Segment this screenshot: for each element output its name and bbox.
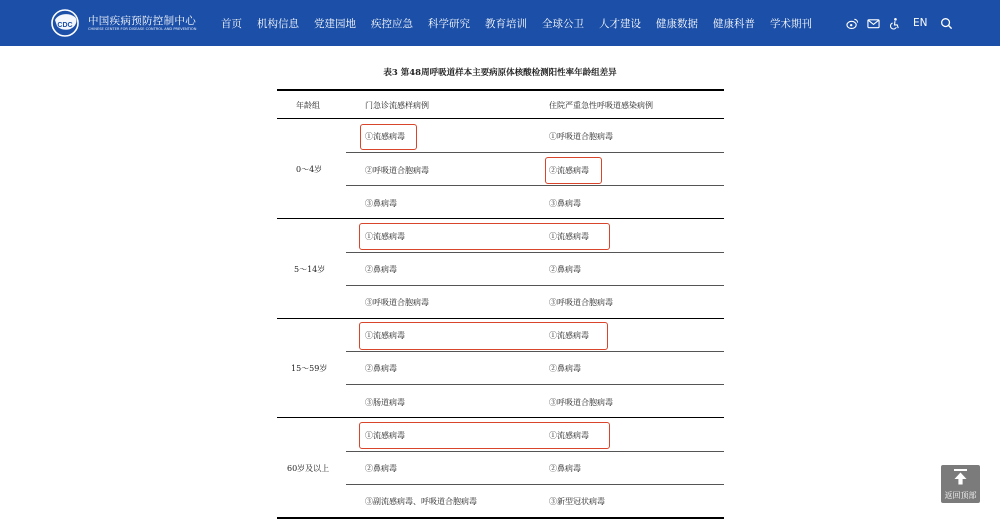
outpatient-cell: ②鼻病毒 [365, 364, 397, 373]
header-inpatient: 住院严重急性呼吸道感染病例 [549, 101, 653, 110]
inpatient-cell: ②流感病毒 [549, 166, 589, 175]
cdc-logo-icon [48, 8, 84, 38]
row-divider [346, 451, 724, 452]
nav-scientific-research[interactable]: 科学研究 [428, 17, 470, 30]
main-nav-menu [221, 0, 812, 46]
inpatient-cell: ②鼻病毒 [549, 364, 581, 373]
nav-tools [846, 0, 953, 46]
highlight-box [359, 322, 608, 350]
age-group-label: 5～14岁 [294, 265, 326, 274]
nav-global-health[interactable]: 全球公卫 [542, 17, 584, 30]
nav-emergency-response[interactable]: 疾控应急 [371, 17, 413, 30]
table-top-rule [277, 89, 724, 91]
header-rule [277, 118, 724, 119]
inpatient-cell: ③新型冠状病毒 [549, 497, 605, 506]
age-group-label: 0～4岁 [296, 165, 323, 174]
highlight-box [545, 157, 602, 184]
inpatient-cell: ③呼吸道合胞病毒 [549, 398, 613, 407]
outpatient-cell: ①流感病毒 [365, 331, 405, 340]
nav-health-data[interactable]: 健康数据 [656, 17, 698, 30]
mail-icon[interactable] [867, 17, 880, 30]
outpatient-cell: ③鼻病毒 [365, 199, 397, 208]
row-divider [346, 252, 724, 253]
row-divider [346, 285, 724, 286]
nav-institution-info[interactable]: 机构信息 [257, 17, 299, 30]
header-age-group: 年龄组 [296, 101, 320, 110]
inpatient-cell: ③鼻病毒 [549, 199, 581, 208]
outpatient-cell: ②鼻病毒 [365, 464, 397, 473]
row-divider [346, 351, 724, 352]
search-icon[interactable] [940, 17, 953, 30]
nav-home[interactable]: 首页 [221, 17, 242, 30]
inpatient-cell: ①流感病毒 [549, 232, 589, 241]
row-divider [346, 152, 724, 153]
header-outpatient: 门急诊流感样病例 [365, 101, 429, 110]
arrow-up-to-bar-icon [953, 469, 968, 485]
outpatient-cell: ①流感病毒 [365, 132, 405, 141]
outpatient-cell: ③副流感病毒、呼吸道合胞病毒 [365, 497, 477, 506]
language-switch-en[interactable]: EN [913, 17, 928, 29]
inpatient-cell: ②鼻病毒 [549, 464, 581, 473]
inpatient-cell: ①流感病毒 [549, 331, 589, 340]
outpatient-cell: ②鼻病毒 [365, 265, 397, 274]
weibo-icon[interactable] [846, 17, 859, 30]
nav-health-science[interactable]: 健康科普 [713, 17, 755, 30]
outpatient-cell: ①流感病毒 [365, 431, 405, 440]
back-to-top-button[interactable] [941, 465, 980, 503]
nav-academic-journals[interactable]: 学术期刊 [770, 17, 812, 30]
age-group-label: 60岁及以上 [287, 464, 330, 473]
logo-chinese-name: 中国疾病预防控制中心 [88, 15, 196, 27]
outpatient-cell: ③肠道病毒 [365, 398, 405, 407]
logo-english-name: CHINESE CENTER FOR DISEASE CONTROL AND PREVENTION [88, 27, 197, 31]
nav-education-training[interactable]: 教育培训 [485, 17, 527, 30]
site-logo[interactable] [48, 8, 197, 38]
table-bottom-rule [277, 517, 724, 519]
row-divider [346, 484, 724, 485]
inpatient-cell: ①呼吸道合胞病毒 [549, 132, 613, 141]
outpatient-cell: ②呼吸道合胞病毒 [365, 166, 429, 175]
inpatient-cell: ②鼻病毒 [549, 265, 581, 274]
highlight-box [359, 422, 610, 449]
nav-talent-building[interactable]: 人才建设 [599, 17, 641, 30]
row-divider [346, 384, 724, 385]
outpatient-cell: ①流感病毒 [365, 232, 405, 241]
group-divider [277, 218, 724, 219]
highlight-box [359, 223, 610, 250]
row-divider [346, 185, 724, 186]
table-title: 表3 第48周呼吸道样本主要病原体核酸检测阳性率年龄组差异 [383, 68, 617, 78]
group-divider [277, 318, 724, 319]
inpatient-cell: ①流感病毒 [549, 431, 589, 440]
svg-text:CDC: CDC [57, 22, 73, 29]
back-to-top-label: 返回顶部 [944, 491, 977, 500]
inpatient-cell: ③呼吸道合胞病毒 [549, 298, 613, 307]
top-navbar [0, 0, 1000, 46]
age-group-label: 15～59岁 [291, 364, 328, 373]
outpatient-cell: ③呼吸道合胞病毒 [365, 298, 429, 307]
nav-party-building[interactable]: 党建园地 [314, 17, 356, 30]
pathogen-positivity-table [277, 89, 724, 519]
group-divider [277, 417, 724, 418]
accessibility-icon[interactable] [888, 17, 901, 30]
highlight-box [360, 124, 417, 150]
